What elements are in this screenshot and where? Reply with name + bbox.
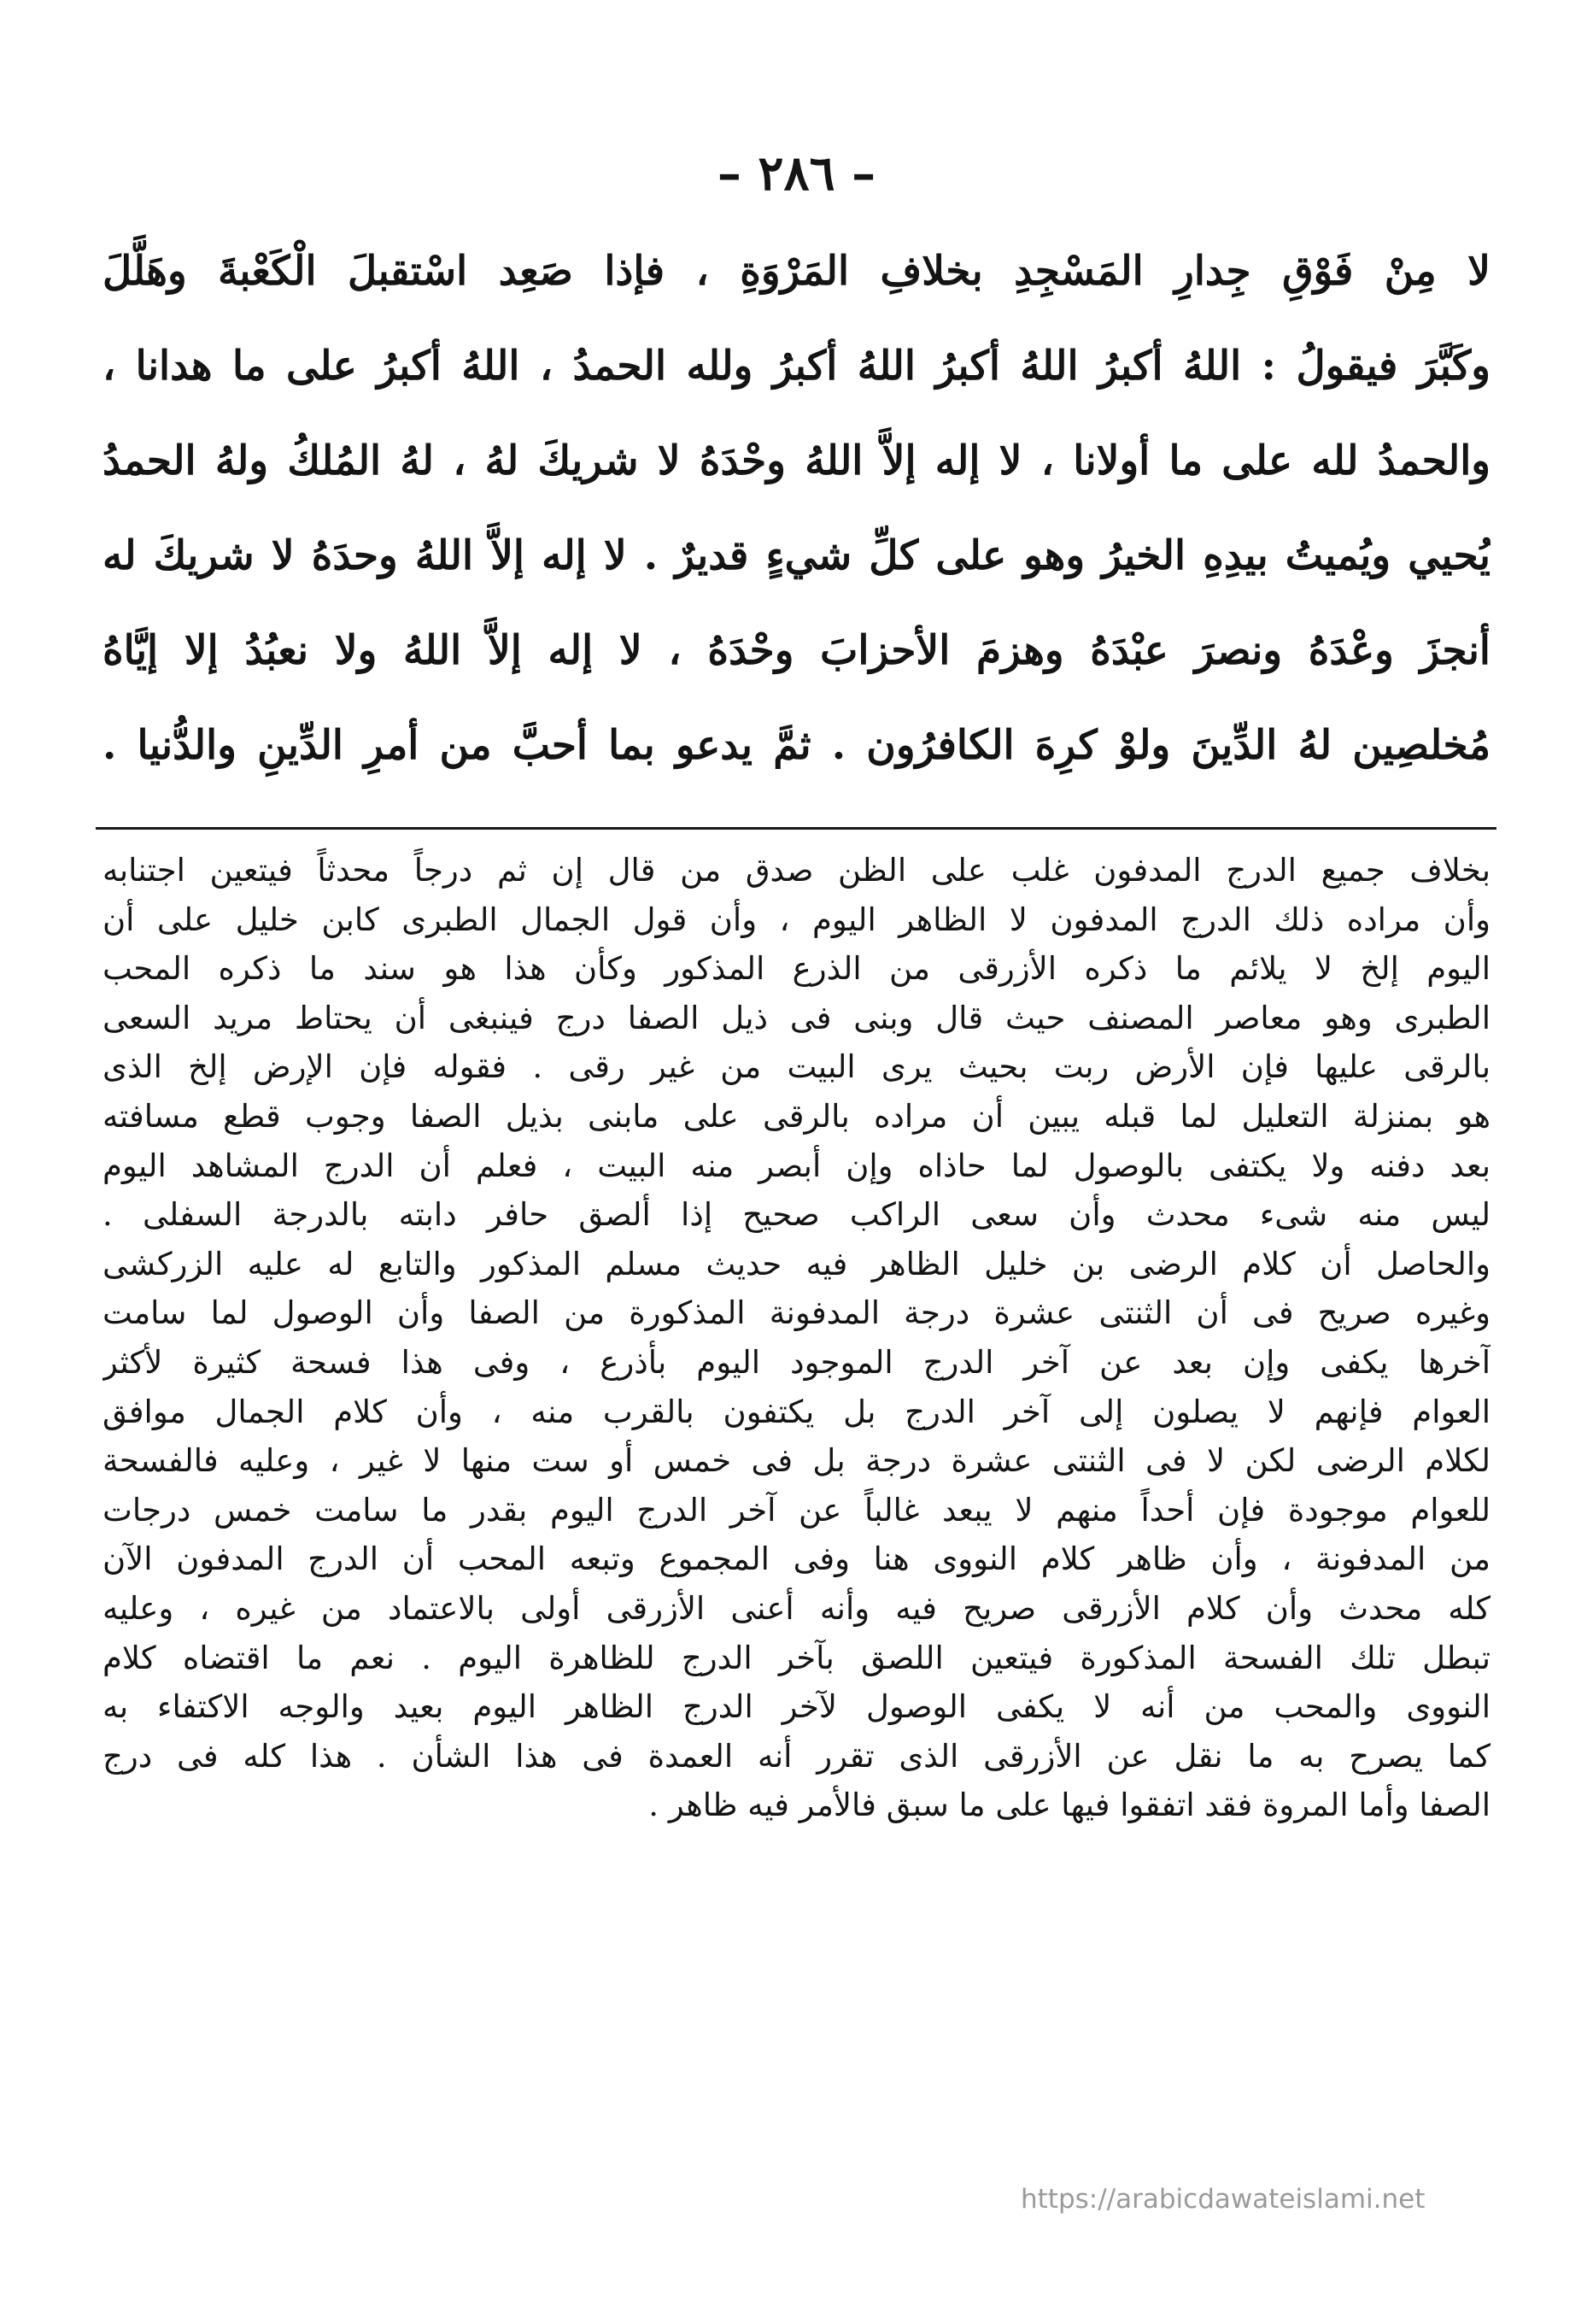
footnote-line: وأن مراده ذلك الدرج المدفون لا الظاهر اليوم ، وأن قول الجمال الطبرى كابن خليل على أن xyxy=(102,901,1491,938)
footnote-line: بالرقى عليها فإن الأرض ربت بحيث يرى البيت من غير رقى . فقوله فإن الإرض إلخ الذى xyxy=(102,1048,1491,1086)
footnote-line: من المدفونة ، وأن ظاهر كلام النووى هنا وفى المجموع وتبعه المحب أن الدرج المدفون الآن xyxy=(102,1541,1491,1578)
footnote-line: الطبرى وهو معاصر المصنف حيث قال وبنى فى ذيل الصفا درج فينبغى أن يحتاط مريد السعى xyxy=(102,999,1491,1036)
watermark-url: https://arabicdawateislami.net xyxy=(1021,2184,1426,2215)
footnote-line: النووى والمحب من أنه لا يكفى الوصول لآخر الدرج الظاهر اليوم بعيد والوجه الاكتفاء به xyxy=(102,1688,1491,1726)
footnote-line: كما يصرح به ما نقل عن الأزرقى الذى تقرر أنه العمدة فى هذا الشأن . هذا كله فى درج xyxy=(102,1737,1491,1775)
footnote-line: تبطل تلك الفسحة المذكورة فيتعين اللصق بآخر الدرج للظاهرة اليوم . نعم ما اقتضاه كلام xyxy=(102,1639,1491,1676)
main-text-line: وكَبَّرَ فيقولُ : اللهُ أكبرُ اللهُ أكبرُ اللهُ أكبرُ ولله الحمدُ ، اللهُ أكبرُ على ما هدانا ، xyxy=(102,343,1491,390)
footnote-line: ليس منه شىء محدث وأن سعى الراكب صحيح إذا ألصق حافر دابته بالدرجة السفلى . xyxy=(102,1196,1491,1234)
footnote-line: كله محدث وأن كلام الأزرقى صريح فيه وأنه أعنى الأزرقى أولى بالاعتماد من غيره ، وعليه xyxy=(102,1589,1491,1627)
footnote-line: هو بمنزلة التعليل لما قبله يبين أن مراده بالرقى على مابنى بذيل الصفا وجوب قطع مسافته xyxy=(102,1097,1491,1135)
main-text-block xyxy=(102,224,1491,793)
footnote-line: اليوم إلخ لا يلائم ما ذكره الأزرقى من الذرع المذكور وكأن هذا هو سند ما ذكره المحب xyxy=(102,950,1491,988)
footnote-line: آخرها يكفى وإن بعد عن آخر الدرج الموجود اليوم بأذرع ، وفى هذا فسحة كثيرة لأكثر xyxy=(102,1343,1491,1381)
footnote-block xyxy=(102,846,1491,1830)
footnote-line: للعوام موجودة فإن أحداً منهم لا يبعد غالباً عن آخر الدرج اليوم بقدر ما سامت خمس درجات xyxy=(102,1491,1491,1529)
page-number: – ٢٨٦ – xyxy=(717,145,876,202)
footnote-line: بعد دفنه ولا يكتفى بالوصول لما حاذاه وإن أبصر منه البيت ، فعلم أن الدرج المشاهد اليوم xyxy=(102,1147,1491,1184)
footnote-line: العوام فإنهم لا يصلون إلى آخر الدرج بل يكتفون بالقرب منه ، وأن كلام الجمال موافق xyxy=(102,1393,1491,1430)
main-text-line: والحمدُ لله على ما أولانا ، لا إله إلاَّ اللهُ وحْدَهُ لا شريكَ لهُ ، لهُ المُلكُ ولهُ الحمدُ xyxy=(102,437,1491,484)
main-text-line: أنجزَ وعْدَهُ ونصرَ عبْدَهُ وهزمَ الأحزابَ وحْدَهُ ، لا إله إلاَّ اللهُ ولا نعبُدُ إلا إيَّاهُ xyxy=(102,627,1491,674)
footnote-line: بخلاف جميع الدرج المدفون غلب على الظن صدق من قال إن ثم درجاً محدثاً فيتعين اجتنابه xyxy=(102,852,1491,889)
main-text-line: مُخلصِين لهُ الدِّينَ ولوْ كرِهَ الكافرُون . ثمَّ يدعو بما أحبَّ من أمرِ الدِّينِ والدُّنيا . xyxy=(102,722,1491,769)
main-text-line: لا مِنْ فَوْقِ جِدارِ المَسْجِدِ بخلافِ المَرْوَةِ ، فإذا صَعِد اسْتقبلَ الْكَعْبةَ وهَلَّلَ xyxy=(102,248,1491,295)
main-text-line: يُحيي ويُميتُ بيدِهِ الخيرُ وهو على كلِّ شيءٍ قديرٌ . لا إله إلاَّ اللهُ وحدَهُ لا شريكَ له xyxy=(102,532,1491,579)
footnote-line: وغيره صريح فى أن الثنتى عشرة درجة المدفونة المذكورة من الصفا وأن الوصول لما سامت xyxy=(102,1294,1491,1332)
footnote-line: الصفا وأما المروة فقد اتفقوا فيها على ما سبق فالأمر فيه ظاهر . xyxy=(648,1787,1491,1824)
footnote-divider xyxy=(96,827,1496,830)
footnote-line: والحاصل أن كلام الرضى بن خليل الظاهر فيه حديث مسلم المذكور والتابع له عليه الزركشى xyxy=(102,1245,1491,1282)
footnote-line: لكلام الرضى لكن لا فى الثنتى عشرة درجة بل فى خمس أو ست منها لا غير ، وعليه فالفسحة xyxy=(102,1442,1491,1480)
